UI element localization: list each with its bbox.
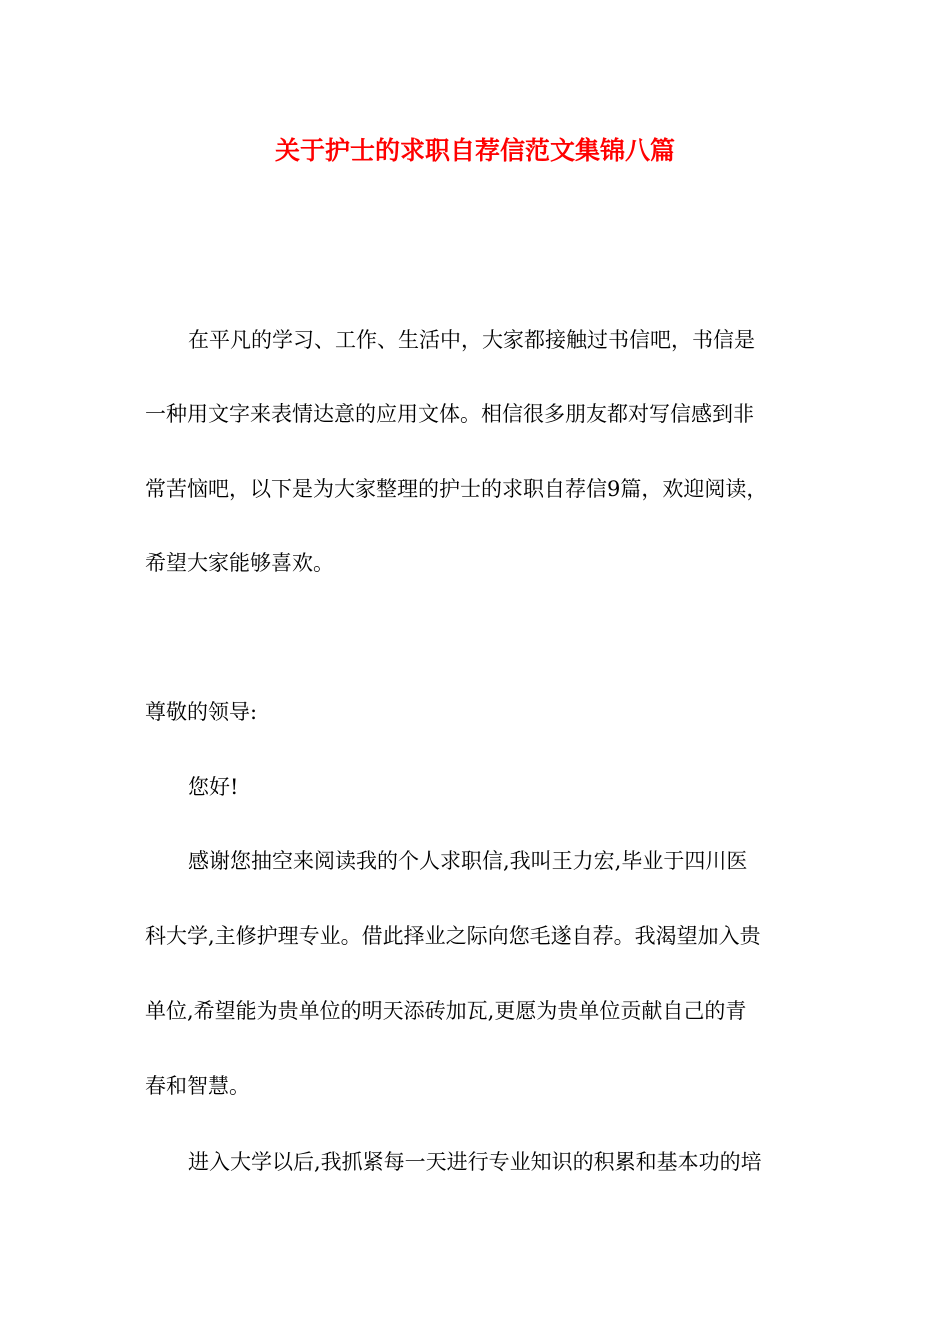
paragraph1-line-1: 感谢您抽空来阅读我的个人求职信,我叫王力宏,毕业于四川医 [188,849,748,873]
salutation: 尊敬的领导: [145,700,258,724]
paragraph1-line-4: 春和智慧。 [145,1074,250,1098]
paragraph1-line-3: 单位,希望能为贵单位的明天添砖加瓦,更愿为贵单位贡献自己的青 [145,999,747,1023]
intro-line-3: 常苦恼吧，以下是为大家整理的护士的求职自荐信9篇，欢迎阅读， [145,477,768,501]
document-title: 关于护士的求职自荐信范文集锦八篇 [274,136,675,165]
intro-line-2: 一种用文字来表情达意的应用文体。相信很多朋友都对写信感到非 [145,402,754,426]
greeting: 您好! [188,775,239,799]
paragraph2-line-1: 进入大学以后,我抓紧每一天进行专业知识的积累和基本功的培 [188,1150,762,1174]
intro-line-4: 希望大家能够喜欢。 [145,551,334,575]
intro-line-1: 在平凡的学习、工作、生活中，大家都接触过书信吧，书信是 [188,328,755,352]
paragraph1-line-2: 科大学,主修护理专业。借此择业之际向您毛遂自荐。我渴望加入贵 [145,924,761,948]
